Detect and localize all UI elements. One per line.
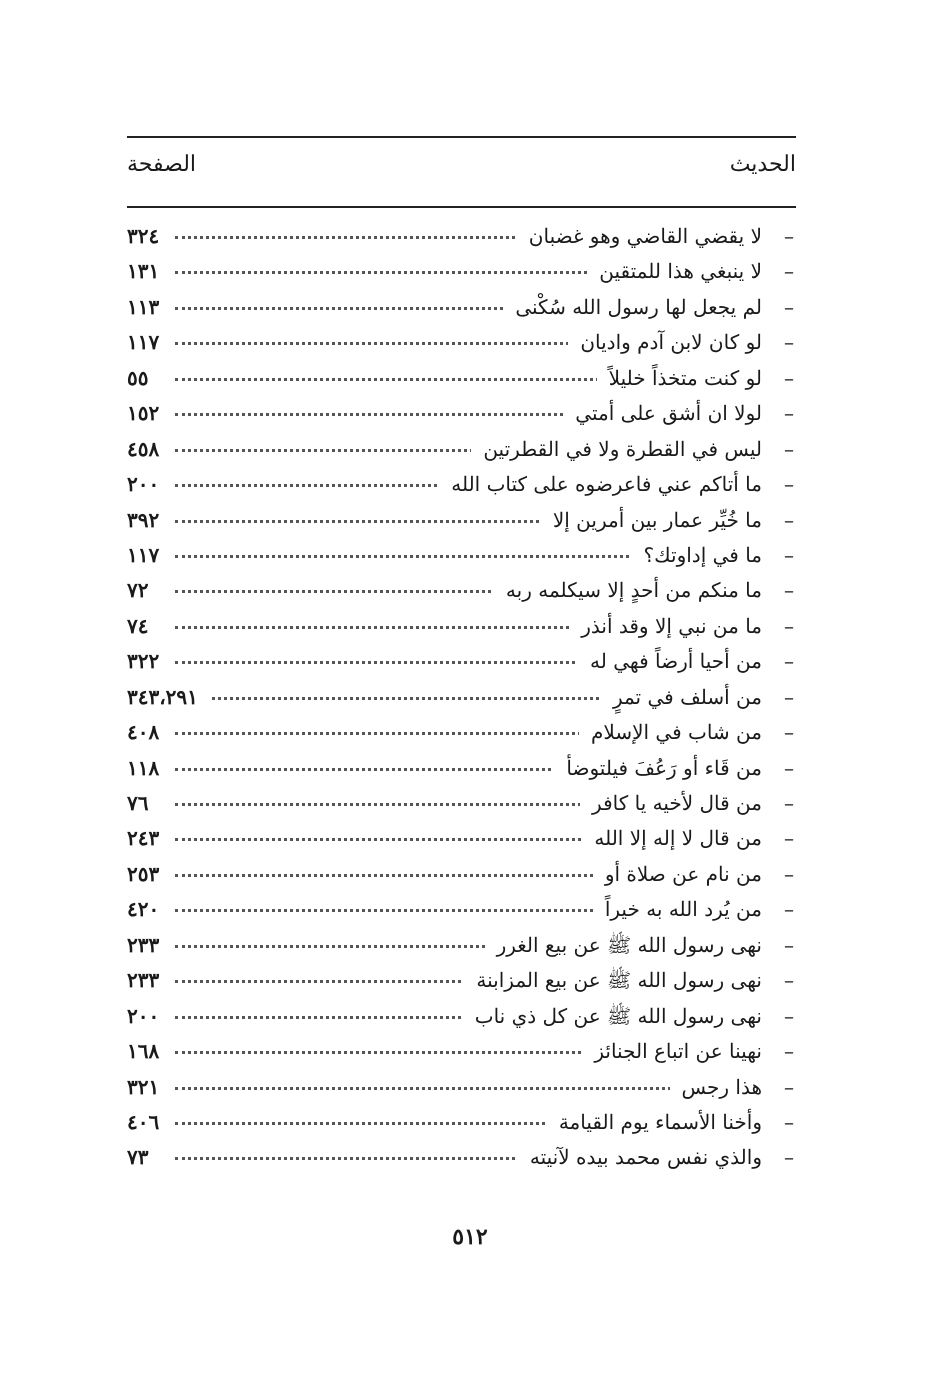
entry-dash: – <box>784 578 794 603</box>
index-entry <box>127 218 796 253</box>
hadith-text: لم يجعل لها رسول الله سُكْنى <box>503 293 762 321</box>
entry-dash: – <box>784 613 794 638</box>
index-entry <box>127 962 796 997</box>
entry-dash: – <box>784 259 794 284</box>
hadith-text: من شاب في الإسلام <box>579 718 762 746</box>
entry-dash: – <box>784 472 794 497</box>
hadith-text: نهينا عن اتباع الجنائز <box>582 1037 762 1065</box>
page-reference: ٤٠٨ <box>127 718 173 746</box>
entry-dash: – <box>784 897 794 922</box>
entry-dash: – <box>784 1039 794 1064</box>
entry-dash: – <box>784 507 794 532</box>
page-reference: ٧٤ <box>127 612 162 640</box>
index-entry <box>127 395 796 430</box>
index-entry <box>127 927 796 962</box>
entry-dash: – <box>784 968 794 993</box>
index-entry <box>127 856 796 891</box>
hadith-text: لا يقضي القاضي وهو غضبان <box>517 222 762 250</box>
page-reference: ٤٢٠ <box>127 895 173 923</box>
page-reference: ٤٥٨ <box>127 435 173 463</box>
entry-dash: – <box>784 826 794 851</box>
index-entry <box>127 608 796 643</box>
hadith-text: نهى رسول الله ﷺ عن بيع المزابنة <box>464 966 762 994</box>
page-reference: ٢٣٣ <box>127 931 173 959</box>
index-entry <box>127 679 796 714</box>
index-entry <box>127 785 796 820</box>
index-entry <box>127 502 796 537</box>
page-number: ٥١٢ <box>452 1224 488 1250</box>
hadith-text: والذي نفس محمد بيده لآنيته <box>518 1143 762 1171</box>
hadith-index-list <box>127 218 796 1175</box>
page-reference: ١١٧ <box>127 328 173 356</box>
entry-dash: – <box>784 1145 794 1170</box>
hadith-text: ما في إداوتك؟ <box>632 541 762 569</box>
entry-dash: – <box>784 791 794 815</box>
index-entry <box>127 324 796 359</box>
page-reference: ٢٣٣ <box>127 966 173 994</box>
entry-dash: – <box>784 861 794 886</box>
hadith-text: من قال لا إله إلا الله <box>582 824 762 852</box>
entry-dash: – <box>784 649 794 674</box>
entry-dash: – <box>784 932 794 957</box>
hadith-text: من أحيا أرضاً فهي له <box>578 647 762 675</box>
entry-dash: – <box>784 365 794 390</box>
header-top-rule <box>127 136 796 138</box>
index-entry <box>127 820 796 855</box>
entry-dash: – <box>784 1074 794 1099</box>
page-reference: ٢٤٣ <box>127 824 173 852</box>
page-reference: ٧٢ <box>127 576 162 604</box>
entry-dash: – <box>784 684 794 709</box>
hadith-text: من أسلف في تمرٍ <box>601 683 762 711</box>
hadith-text: من قَاء أو رَعُفَ فيلتوضأ <box>554 754 762 782</box>
hadith-text: نهى رسول الله ﷺ عن كل ذي ناب <box>463 1002 762 1030</box>
index-entry <box>127 1139 796 1174</box>
index-entry <box>127 998 796 1033</box>
index-entry <box>127 714 796 749</box>
index-entry <box>127 1104 796 1139</box>
page-reference: ٣٢٢ <box>127 647 173 675</box>
index-entry <box>127 643 796 678</box>
index-entry <box>127 891 796 926</box>
hadith-text: وأخنا الأسماء يوم القيامة <box>547 1108 762 1136</box>
hadith-text: ما خُيِّر عمار بين أمرين إلا <box>541 506 762 534</box>
hadith-text: من قال لأخيه يا كافر <box>580 789 762 817</box>
entry-dash: – <box>784 436 794 461</box>
index-entry <box>127 572 796 607</box>
page-reference: ٢٠٠ <box>127 1002 173 1030</box>
page-reference: ٧٦ <box>127 789 162 817</box>
hadith-text: من يُرد الله به خيراً <box>593 895 762 923</box>
index-entry <box>127 360 796 395</box>
hadith-text: لو كنت متخذاً خليلاً <box>597 364 762 392</box>
page-reference: ٣٩٢ <box>127 506 173 534</box>
hadith-text: ما منكم من أحدٍ إلا سيكلمه ربه <box>494 576 762 604</box>
entry-dash: – <box>784 542 794 567</box>
page-reference: ٣٢٤ <box>127 222 173 250</box>
entry-dash: – <box>784 1109 794 1134</box>
page-reference: ٢٥٣ <box>127 860 173 888</box>
hadith-text: هذا رجس <box>670 1073 762 1101</box>
page-reference: ٣٢١ <box>127 1073 173 1101</box>
entry-dash: – <box>784 755 794 780</box>
index-entry <box>127 466 796 501</box>
hadith-text: لو كان لابن آدم واديان <box>568 328 762 356</box>
entry-dash: – <box>784 720 794 745</box>
page-reference: ٣٤٣،٢٩١ <box>127 683 212 711</box>
hadith-text: لا ينبغي هذا للمتقين <box>587 257 762 285</box>
entry-dash: – <box>784 401 794 426</box>
page-reference: ١٥٢ <box>127 399 173 427</box>
index-entry <box>127 1033 796 1068</box>
page-reference: ١١٣ <box>127 293 173 321</box>
entry-dash: – <box>784 294 794 319</box>
hadith-text: ما من نبي إلا وقد أنذر <box>569 612 762 640</box>
page-column-header: الصفحة <box>127 152 197 177</box>
page-reference: ١١٨ <box>127 754 173 782</box>
hadith-text: ما أتاكم عني فاعرضوه على كتاب الله <box>439 470 762 498</box>
index-entry <box>127 537 796 572</box>
index-entry <box>127 253 796 288</box>
hadith-text: من نام عن صلاة أو <box>593 860 762 888</box>
index-entry <box>127 431 796 466</box>
entry-dash: – <box>784 330 794 355</box>
index-entry <box>127 289 796 324</box>
entry-dash: – <box>784 224 794 248</box>
hadith-text: نهى رسول الله ﷺ عن بيع الغرر <box>485 931 762 959</box>
hadith-column-header: الحديث <box>729 152 796 177</box>
index-entry <box>127 1069 796 1104</box>
page-reference: ١٦٨ <box>127 1037 173 1065</box>
hadith-text: لولا ان أشق على أمتي <box>563 399 762 427</box>
header-bottom-rule <box>127 206 796 208</box>
page-reference: ٤٠٦ <box>127 1108 173 1136</box>
page-reference: ٥٥ <box>127 364 162 392</box>
index-entry <box>127 750 796 785</box>
hadith-text: ليس في القطرة ولا في القطرتين <box>471 435 762 463</box>
page-reference: ١٣١ <box>127 257 173 285</box>
page-reference: ٢٠٠ <box>127 470 173 498</box>
page-reference: ١١٧ <box>127 541 173 569</box>
entry-dash: – <box>784 1003 794 1028</box>
page-reference: ٧٣ <box>127 1143 162 1171</box>
